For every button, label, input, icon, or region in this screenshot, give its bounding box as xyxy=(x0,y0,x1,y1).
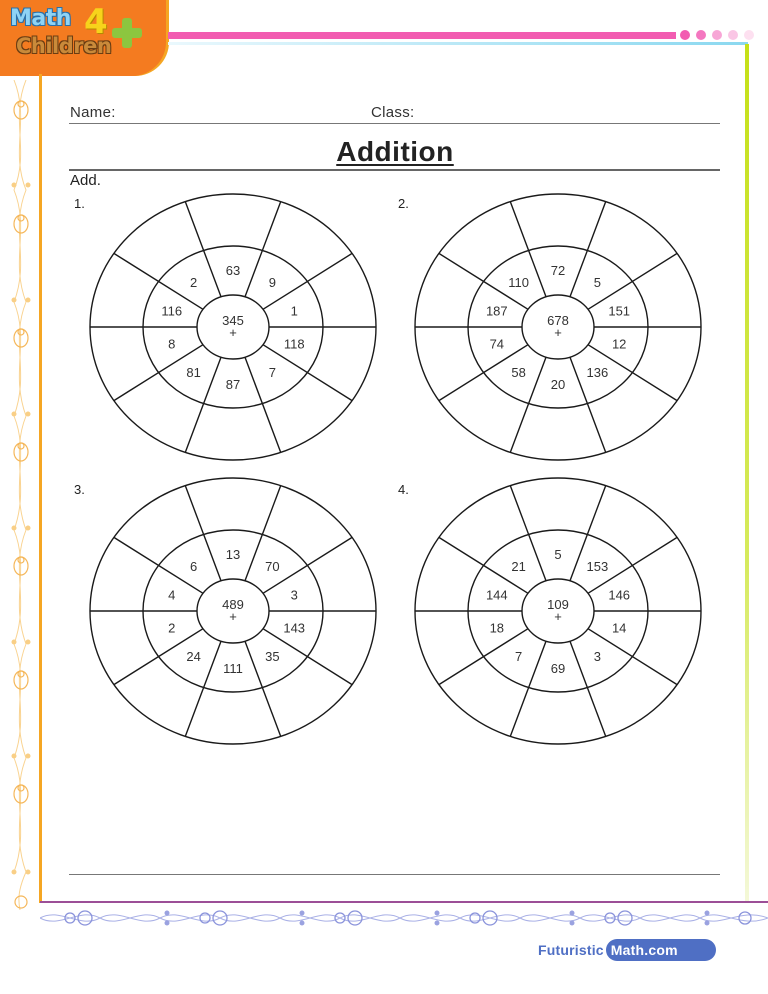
inner-value: 110 xyxy=(508,275,529,291)
spoke xyxy=(245,486,281,581)
answer-slot[interactable] xyxy=(219,490,247,518)
inner-value: 21 xyxy=(511,559,526,575)
answer-slot[interactable] xyxy=(108,628,136,656)
inner-value: 9 xyxy=(268,275,277,291)
center-number: 345 xyxy=(222,313,244,328)
inner-value: 7 xyxy=(268,364,277,380)
footer-write-line xyxy=(69,874,720,875)
spoke xyxy=(570,357,606,452)
dot-icon xyxy=(680,30,690,40)
brand-text-mathcom: Math.com xyxy=(606,939,716,961)
footer-brand[interactable] xyxy=(538,938,716,962)
answer-slot[interactable] xyxy=(219,206,247,234)
bottom-border xyxy=(40,901,768,903)
inner-value: 111 xyxy=(223,661,243,676)
inner-value: 143 xyxy=(283,620,306,636)
spoke xyxy=(245,357,281,452)
answer-slot[interactable] xyxy=(148,397,176,425)
answer-slot[interactable] xyxy=(108,344,136,372)
title-divider xyxy=(69,169,720,171)
answer-slot[interactable] xyxy=(473,229,501,257)
center-circle xyxy=(197,579,269,643)
inner-value: 5 xyxy=(554,547,562,562)
logo xyxy=(0,0,166,76)
class-label: Class: xyxy=(371,104,415,121)
dot-icon xyxy=(712,30,722,40)
inner-value: 116 xyxy=(161,303,183,319)
inner-value: 187 xyxy=(485,303,508,319)
inner-value: 18 xyxy=(489,620,505,636)
answer-slot[interactable] xyxy=(615,513,643,541)
answer-slot[interactable] xyxy=(544,490,572,518)
dot-icon xyxy=(728,30,738,40)
spoke xyxy=(570,641,606,736)
instructions: Add. xyxy=(70,172,101,189)
bottom-vine-ornament-icon xyxy=(40,905,768,931)
inner-value: 3 xyxy=(290,587,298,603)
answer-slot[interactable] xyxy=(473,681,501,709)
inner-value: 146 xyxy=(608,587,631,603)
answer-slot[interactable] xyxy=(433,344,461,372)
inner-value: 87 xyxy=(225,377,241,392)
answer-slot[interactable] xyxy=(433,282,461,310)
inner-value: 5 xyxy=(593,275,602,291)
inner-value: 69 xyxy=(550,661,566,676)
inner-value: 74 xyxy=(489,336,505,352)
spoke xyxy=(185,486,221,581)
spoke xyxy=(510,357,546,452)
logo-text-math: Math xyxy=(10,6,71,31)
dot-icon xyxy=(744,30,754,40)
answer-slot[interactable] xyxy=(615,229,643,257)
inner-value: 6 xyxy=(189,559,198,575)
answer-slot[interactable] xyxy=(148,229,176,257)
inner-value: 3 xyxy=(593,648,602,664)
answer-slot[interactable] xyxy=(148,681,176,709)
inner-value: 20 xyxy=(550,377,566,392)
spoke xyxy=(185,202,221,297)
inner-value: 7 xyxy=(514,648,523,664)
answer-slot[interactable] xyxy=(615,397,643,425)
logo-text-four: 4 xyxy=(84,2,108,42)
middle-ring xyxy=(143,530,323,692)
answer-slot[interactable] xyxy=(330,566,358,594)
center-number: 109 xyxy=(547,597,569,612)
center-circle xyxy=(522,579,594,643)
answer-slot[interactable] xyxy=(655,344,683,372)
spoke xyxy=(570,486,606,581)
answer-slot[interactable] xyxy=(219,704,247,732)
answer-slot[interactable] xyxy=(473,397,501,425)
operator-plus: + xyxy=(229,609,237,624)
answer-slot[interactable] xyxy=(219,420,247,448)
top-cyan-line xyxy=(168,42,748,45)
answer-slot[interactable] xyxy=(290,513,318,541)
inner-value: 72 xyxy=(550,263,566,278)
answer-slot[interactable] xyxy=(108,566,136,594)
inner-value: 70 xyxy=(265,559,280,575)
answer-slot[interactable] xyxy=(473,513,501,541)
inner-value: 13 xyxy=(225,547,241,562)
operator-plus: + xyxy=(554,609,562,624)
spoke xyxy=(570,202,606,297)
logo-text-children: Children xyxy=(16,34,112,58)
middle-ring xyxy=(468,246,648,408)
answer-slot[interactable] xyxy=(290,229,318,257)
problem-number: 2. xyxy=(398,196,409,211)
inner-value: 81 xyxy=(186,364,201,380)
spoke xyxy=(510,641,546,736)
inner-value: 153 xyxy=(586,559,609,575)
name-write-line[interactable] xyxy=(69,123,720,124)
top-pink-bar xyxy=(168,32,676,39)
problem-number: 3. xyxy=(74,482,85,497)
spoke xyxy=(510,202,546,297)
inner-value: 118 xyxy=(283,336,305,352)
answer-slot[interactable] xyxy=(615,681,643,709)
spoke xyxy=(245,202,281,297)
answer-slot[interactable] xyxy=(148,513,176,541)
inner-value: 35 xyxy=(265,648,280,664)
middle-ring xyxy=(468,530,648,692)
answer-slot[interactable] xyxy=(108,282,136,310)
dot-icon xyxy=(696,30,706,40)
inner-value: 144 xyxy=(485,587,508,603)
answer-slot[interactable] xyxy=(330,628,358,656)
plus-icon xyxy=(112,18,142,48)
right-border xyxy=(745,44,749,902)
left-vine-ornament-icon xyxy=(4,80,36,910)
answer-slot[interactable] xyxy=(544,704,572,732)
inner-value: 2 xyxy=(189,275,198,291)
pink-dots-decoration xyxy=(680,30,754,40)
problem-number: 4. xyxy=(398,482,409,497)
page-title: Addition xyxy=(336,136,454,167)
inner-value: 4 xyxy=(168,587,176,603)
operator-plus: + xyxy=(554,325,562,340)
inner-value: 63 xyxy=(225,263,241,278)
answer-slot[interactable] xyxy=(330,282,358,310)
inner-value: 58 xyxy=(511,364,526,380)
spoke xyxy=(510,486,546,581)
answer-slot[interactable] xyxy=(655,628,683,656)
operator-plus: + xyxy=(229,325,237,340)
spoke xyxy=(185,641,221,736)
left-border xyxy=(39,74,42,903)
inner-value: 136 xyxy=(586,364,609,380)
problem-number: 1. xyxy=(74,196,85,211)
answer-slot[interactable] xyxy=(433,628,461,656)
inner-value: 12 xyxy=(611,336,627,352)
answer-slot[interactable] xyxy=(655,566,683,594)
middle-ring xyxy=(143,246,323,408)
inner-value: 151 xyxy=(608,303,631,319)
answer-slot[interactable] xyxy=(544,420,572,448)
answer-slot[interactable] xyxy=(290,681,318,709)
inner-value: 14 xyxy=(611,620,627,636)
center-number: 489 xyxy=(222,597,244,612)
inner-value: 8 xyxy=(168,336,176,352)
center-circle xyxy=(522,295,594,359)
brand-text-futuristic: Futuristic xyxy=(538,942,604,958)
answer-slot[interactable] xyxy=(290,397,318,425)
inner-value: 24 xyxy=(186,648,201,664)
inner-value: 2 xyxy=(168,620,176,636)
spoke xyxy=(185,357,221,452)
center-circle xyxy=(197,295,269,359)
answer-slot[interactable] xyxy=(330,344,358,372)
spoke xyxy=(245,641,281,736)
answer-slot[interactable] xyxy=(433,566,461,594)
inner-value: 1 xyxy=(290,303,298,319)
answer-slot[interactable] xyxy=(544,206,572,234)
center-number: 678 xyxy=(547,313,569,328)
answer-slot[interactable] xyxy=(655,282,683,310)
name-label: Name: xyxy=(70,104,116,121)
